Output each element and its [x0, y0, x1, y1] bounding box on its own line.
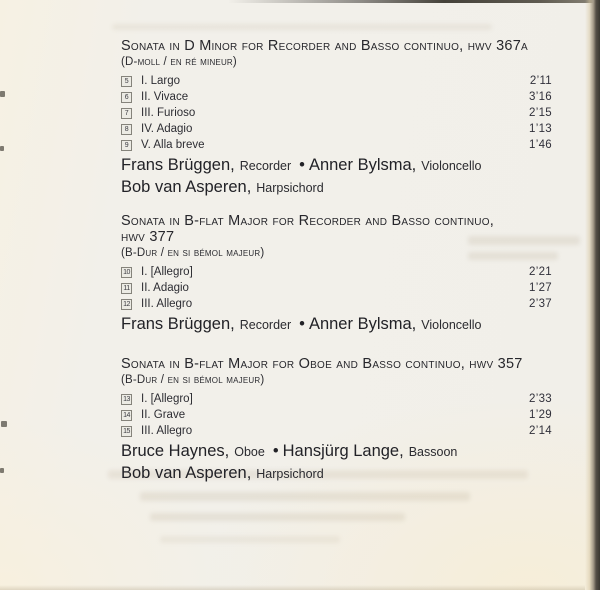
- track-number-badge: 12: [121, 299, 132, 310]
- track-title: I. [Allegro]: [141, 266, 193, 278]
- track-title: I. Largo: [141, 75, 180, 87]
- scan-speck: [0, 146, 4, 151]
- performer-line: [121, 177, 591, 199]
- performer-name: Anner Bylsma ,: [309, 315, 416, 333]
- track-title: III. Allegro: [141, 425, 193, 437]
- track-title: III. Furioso: [141, 107, 196, 119]
- performer-instrument: Bassoon: [408, 445, 458, 459]
- performer-name: Bob van Asperen ,: [121, 178, 251, 196]
- track-row: [121, 121, 552, 137]
- track-title: II. Grave: [141, 409, 186, 421]
- section-title: [121, 38, 591, 54]
- scan-speck: [1, 421, 7, 427]
- performer-line: [121, 314, 591, 336]
- section-title-line: Sonata in D Minor for Recorder and Basso continuo, hwv 367a: [121, 38, 528, 54]
- track-list: [121, 73, 552, 153]
- section-subtitle: (D-moll / en ré mineur): [121, 56, 237, 68]
- performer-line: [121, 155, 591, 177]
- tracklist-content: [121, 38, 591, 485]
- track-row: [121, 89, 552, 105]
- section-title-line: Sonata in B-flat Major for Recorder and Basso continuo,: [121, 213, 495, 229]
- track-duration: 1’13: [529, 123, 552, 135]
- performer-name: Bruce Haynes ,: [121, 442, 229, 460]
- track-row: [121, 137, 552, 153]
- section-subtitle: (B-Dur / en si bémol majeur): [121, 374, 265, 386]
- track-duration: 1’27: [529, 282, 552, 294]
- track-number-badge: 10: [121, 267, 132, 278]
- performer-instrument: Harpsichord: [256, 467, 324, 481]
- track-duration: 1’46: [529, 139, 552, 151]
- track-number-badge: 7: [121, 108, 132, 119]
- track-number-badge: 14: [121, 410, 132, 421]
- bullet-separator-icon: •: [299, 156, 305, 174]
- track-row: [121, 407, 552, 423]
- show-through-ghost: [150, 513, 405, 521]
- track-duration: 2’37: [529, 298, 552, 310]
- performer-name: Frans Brüggen ,: [121, 156, 235, 174]
- section-subtitle: (B-Dur / en si bémol majeur): [121, 247, 265, 259]
- sonata-section: [121, 213, 591, 336]
- sonata-section: [121, 38, 591, 199]
- track-duration: 2’15: [529, 107, 552, 119]
- track-row: [121, 280, 552, 296]
- bullet-separator-icon: •: [299, 315, 305, 333]
- performer-instrument: Violoncello: [421, 159, 482, 173]
- performer-name: Anner Bylsma ,: [309, 156, 416, 174]
- performer-instrument: Recorder: [239, 159, 292, 173]
- track-row: [121, 264, 552, 280]
- track-list: [121, 391, 552, 439]
- performer-line: [121, 441, 591, 463]
- track-duration: 2’21: [529, 266, 552, 278]
- performer-instrument: Harpsichord: [256, 181, 324, 195]
- track-duration: 3’16: [529, 91, 552, 103]
- track-title: II. Adagio: [141, 282, 189, 294]
- performer-name: Frans Brüggen ,: [121, 315, 235, 333]
- track-duration: 2’33: [529, 393, 552, 405]
- track-duration: 2’11: [529, 75, 552, 87]
- track-title: II. Vivace: [141, 91, 189, 103]
- track-title: I. [Allegro]: [141, 393, 193, 405]
- performer-instrument: Recorder: [239, 318, 292, 332]
- performer-line: [121, 463, 591, 485]
- scan-top-edge: [0, 0, 600, 3]
- track-number-badge: 13: [121, 394, 132, 405]
- scan-speck: [0, 91, 5, 97]
- section-title-line: hwv 377: [121, 229, 175, 245]
- track-number-badge: 15: [121, 426, 132, 437]
- show-through-ghost: [160, 536, 340, 543]
- section-title: [121, 356, 591, 372]
- scan-bottom-edge: [0, 585, 585, 590]
- track-title: V. Alla breve: [141, 139, 205, 151]
- track-title: III. Allegro: [141, 298, 193, 310]
- track-number-badge: 8: [121, 124, 132, 135]
- show-through-ghost: [140, 492, 470, 501]
- section-title: [121, 213, 591, 245]
- performer-instrument: Oboe: [234, 445, 265, 459]
- track-row: [121, 105, 552, 121]
- performer-instrument: Violoncello: [421, 318, 482, 332]
- track-number-badge: 11: [121, 283, 132, 294]
- performer-name: Hansjürg Lange ,: [283, 442, 404, 460]
- show-through-ghost: [112, 24, 492, 30]
- track-list: [121, 264, 552, 312]
- scan-speck: [0, 468, 4, 473]
- track-number-badge: 9: [121, 140, 132, 151]
- track-row: [121, 391, 552, 407]
- track-row: [121, 73, 552, 89]
- track-duration: 1’29: [529, 409, 552, 421]
- track-number-badge: 5: [121, 76, 132, 87]
- bullet-separator-icon: •: [272, 442, 279, 460]
- section-title-line: Sonata in B-flat Major for Oboe and Basso continuo, hwv 357: [121, 356, 523, 372]
- performer-name: Bob van Asperen ,: [121, 464, 251, 482]
- track-number-badge: 6: [121, 92, 132, 103]
- track-row: [121, 423, 552, 439]
- track-title: IV. Adagio: [141, 123, 193, 135]
- track-row: [121, 296, 552, 312]
- track-duration: 2’14: [529, 425, 552, 437]
- sonata-section: [121, 356, 591, 485]
